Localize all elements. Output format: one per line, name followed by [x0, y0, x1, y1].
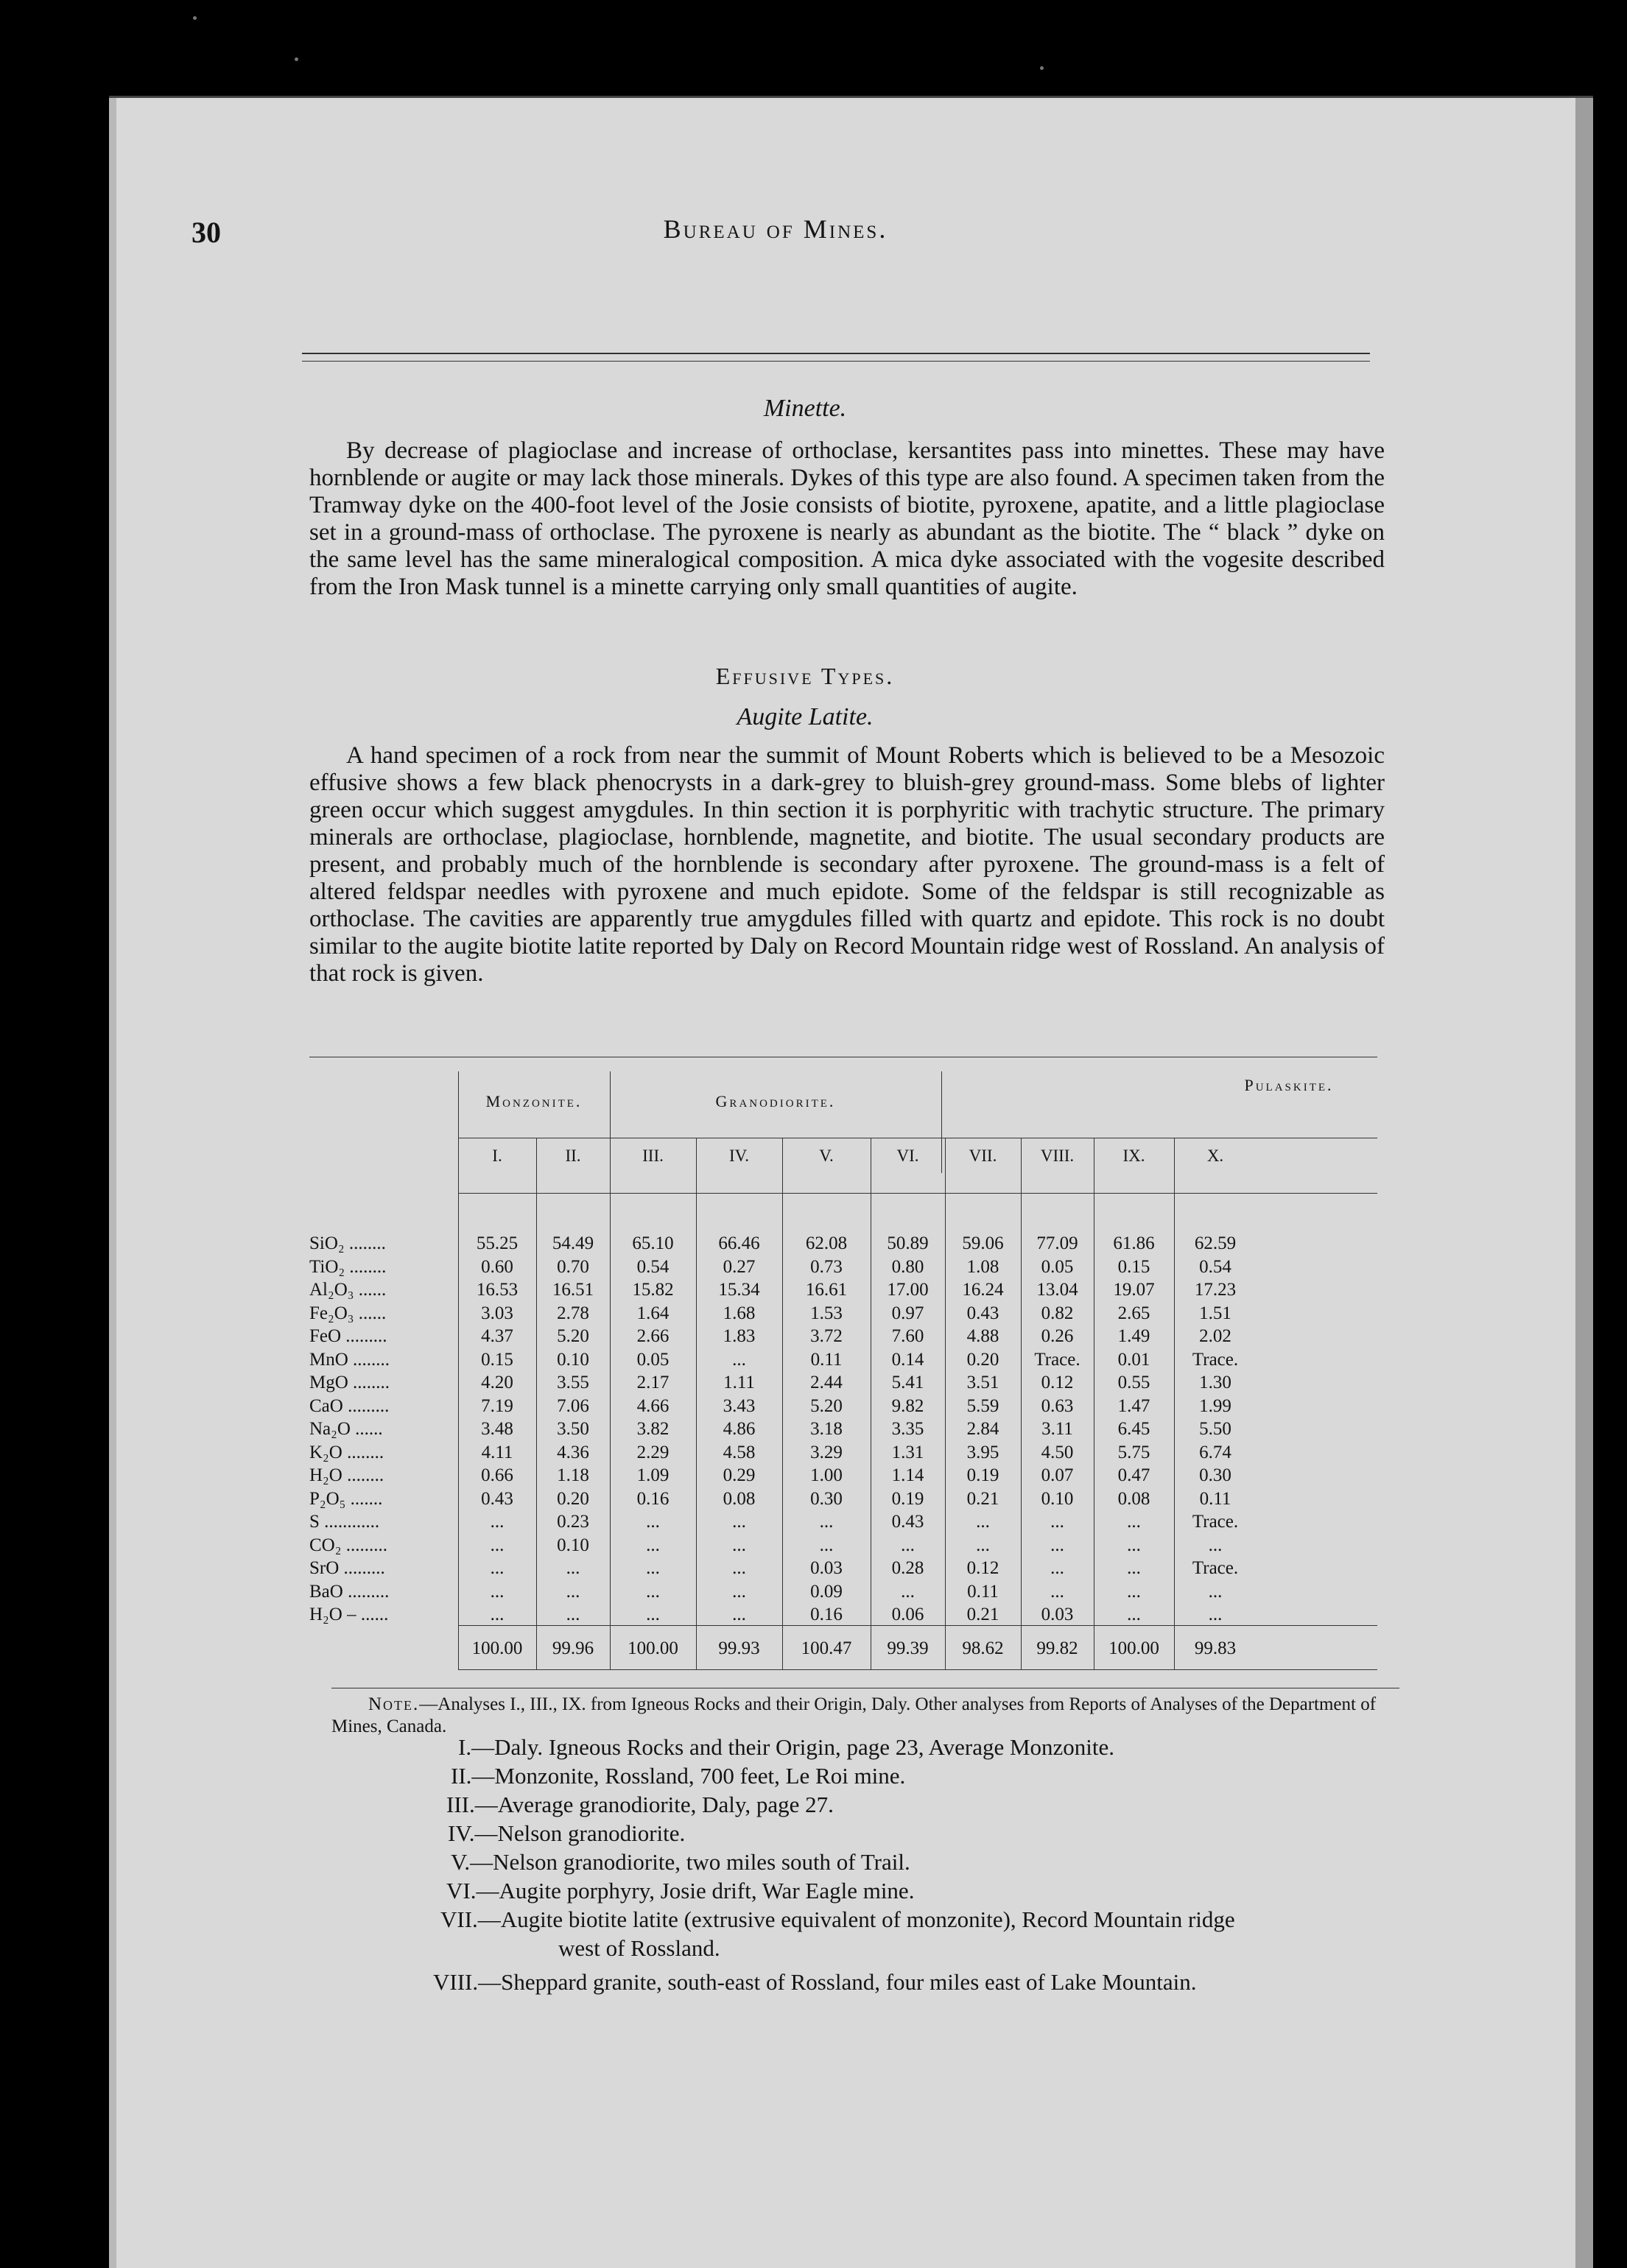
note-text: —Analyses I., III., IX. from Igneous Rocks and their Origin, Daly. Other analyses from Reports of Analyses of the Department of Mines, Canada. — [331, 1694, 1377, 1736]
table-cell: 0.19 — [966, 1465, 999, 1485]
table-cell: 0.10 — [557, 1349, 589, 1370]
column-header: VI. — [896, 1147, 919, 1165]
table-cell: 0.54 — [1199, 1256, 1231, 1277]
table-cell: 2.44 — [810, 1373, 843, 1392]
table-cell: ... — [490, 1605, 505, 1624]
row-label: H₂O ........ — [309, 1465, 384, 1485]
table-cell: 1.08 — [966, 1256, 999, 1277]
table-cell: 0.14 — [891, 1349, 924, 1370]
table-cell: 0.28 — [891, 1558, 924, 1578]
table-cell: 0.16 — [810, 1605, 843, 1624]
table-cell: 50.89 — [887, 1233, 929, 1253]
table-cell: 7.06 — [557, 1395, 589, 1416]
table-cell: 0.60 — [481, 1256, 513, 1277]
total-cell: 100.00 — [1108, 1638, 1159, 1658]
column-header: VII. — [969, 1147, 997, 1165]
table-cell: Trace. — [1192, 1512, 1239, 1532]
reference-item: VIII.—Sheppard granite, south-east of Rossland, four miles east of Lake Mountain. — [433, 1969, 1197, 1995]
table-cell: 0.07 — [1041, 1465, 1074, 1485]
table-cell: 2.66 — [636, 1326, 670, 1346]
row-label: P₂O₅ ....... — [309, 1488, 383, 1509]
dust-speck — [1040, 66, 1044, 70]
table-cell: 4.66 — [636, 1395, 670, 1416]
row-label: S ............ — [309, 1512, 380, 1532]
table-cell: 0.16 — [636, 1488, 670, 1509]
table-cell: 4.58 — [723, 1442, 756, 1462]
table-cell: 1.11 — [723, 1373, 755, 1392]
table-cell: 0.12 — [1041, 1373, 1074, 1392]
table-cell: 1.64 — [636, 1303, 670, 1323]
column-header: IX. — [1122, 1147, 1145, 1165]
table-cell: 62.59 — [1194, 1233, 1237, 1253]
table-cell: ... — [901, 1581, 915, 1602]
table-cell: 77.09 — [1036, 1233, 1078, 1253]
table-cell: 3.29 — [810, 1442, 843, 1462]
table-cell: 59.06 — [962, 1233, 1004, 1253]
table-cell: 0.29 — [723, 1465, 756, 1485]
table-cell: 0.08 — [1117, 1488, 1150, 1509]
table-cell: 0.80 — [891, 1256, 924, 1277]
table-cell: 0.20 — [966, 1349, 999, 1370]
row-label: K₂O ........ — [309, 1442, 384, 1462]
table-cell: ... — [1127, 1512, 1141, 1532]
table-cell: 3.48 — [481, 1419, 513, 1439]
reference-item: V.—Nelson granodiorite, two miles south of Trail. — [451, 1849, 910, 1875]
table-cell: 0.73 — [810, 1256, 843, 1277]
table-cell: ... — [732, 1558, 746, 1578]
reference-item-continued: west of Rossland. — [558, 1935, 720, 1961]
dust-speck — [295, 57, 298, 61]
column-header: X. — [1206, 1147, 1224, 1165]
table-cell: 13.04 — [1036, 1280, 1078, 1300]
table-cell: 9.82 — [891, 1395, 924, 1416]
row-label: SrO ......... — [309, 1558, 385, 1578]
table-cell: 16.53 — [476, 1280, 519, 1300]
table-cell: 2.65 — [1117, 1303, 1150, 1323]
table-cell: 0.12 — [966, 1558, 999, 1578]
table-cell: 1.99 — [1199, 1395, 1231, 1416]
table-cell: ... — [976, 1512, 990, 1532]
table-cell: 0.03 — [810, 1558, 843, 1578]
table-cell: 2.29 — [636, 1442, 670, 1462]
table-cell: 0.97 — [891, 1303, 924, 1323]
table-cell: 15.82 — [632, 1280, 674, 1300]
reference-item: VII.—Augite biotite latite (extrusive equivalent of monzonite), Record Mountain ridge — [440, 1906, 1235, 1932]
row-label: TiO₂ ........ — [309, 1256, 387, 1277]
table-cell: 5.20 — [810, 1395, 843, 1416]
table-cell: ... — [1208, 1605, 1223, 1624]
table-cell: ... — [1050, 1535, 1064, 1555]
table-cell: ... — [646, 1558, 660, 1578]
table-cell: 3.95 — [966, 1442, 999, 1462]
table-cell: 4.50 — [1041, 1442, 1074, 1462]
total-cell: 99.82 — [1036, 1638, 1078, 1658]
column-header: IV. — [728, 1147, 750, 1165]
table-cell: ... — [566, 1605, 580, 1624]
table-cell: ... — [1127, 1581, 1141, 1602]
header-rule-thin — [302, 361, 1370, 362]
table-cell: 3.51 — [966, 1373, 999, 1392]
table-cell: 1.30 — [1199, 1373, 1231, 1392]
paragraph-augite-latite — [309, 742, 1385, 987]
table-cell: 1.31 — [891, 1442, 924, 1462]
table-cell: 0.05 — [1041, 1256, 1074, 1277]
table-cell: 1.83 — [723, 1326, 756, 1346]
table-cell: 3.35 — [891, 1419, 924, 1439]
table-cell: 1.51 — [1199, 1303, 1231, 1323]
table-cell: 1.53 — [810, 1303, 843, 1323]
table-cell: 0.09 — [810, 1581, 843, 1602]
table-cell: 0.43 — [966, 1303, 999, 1323]
table-cell: ... — [1050, 1512, 1064, 1532]
table-cell: 5.59 — [966, 1395, 999, 1416]
column-header-rule — [458, 1193, 1377, 1194]
table-cell: ... — [819, 1512, 834, 1532]
table-cell: 1.09 — [636, 1465, 670, 1485]
row-label: FeO ......... — [309, 1326, 387, 1346]
table-cell: 7.19 — [481, 1395, 513, 1416]
row-label: CO₂ ......... — [309, 1535, 387, 1555]
table-cell: 1.47 — [1117, 1395, 1150, 1416]
section-title-augite-latite: Augite Latite. — [737, 703, 874, 730]
table-cell: 3.43 — [723, 1395, 756, 1416]
table-cell: 0.26 — [1041, 1326, 1074, 1346]
table-cell: 54.49 — [552, 1233, 594, 1253]
table-cell: ... — [646, 1535, 660, 1555]
table-cell: 0.43 — [481, 1488, 513, 1509]
table-cell: 0.27 — [723, 1256, 756, 1277]
column-header: II. — [565, 1147, 581, 1165]
table-cell: ... — [490, 1581, 505, 1602]
paragraph-minette — [309, 437, 1385, 601]
paragraph-text: A hand specimen of a rock from near the summit of Mount Roberts which is believed to be a Mesozoic effusive shows a few black phenocrysts in a dark-grey to bluish-grey ground-mass. Some blebs of lighter green occur which suggest amygdules. In thin section it is porphyritic with trachytic structure. The primary minerals are orthoclase, plagioclase, hornblende, magnetite, and biotite. The usual secondary products are present, and probably much of the hornblende is secondary after pyroxene. The ground-mass is a felt of altered feldspar needles with pyroxene and much epidote. Some of the feldspar is still recognizable as orthoclase. The cavities are apparently true amygdules filled with quartz and epidote. This rock is no doubt similar to the augite biotite latite reported by Daly on Record Mountain ridge west of Rossland. An analysis of that rock is given. — [309, 742, 1385, 987]
table-cell: ... — [976, 1535, 990, 1555]
table-cell: ... — [490, 1558, 505, 1578]
total-cell: 99.93 — [718, 1638, 760, 1658]
table-cell: Trace. — [1034, 1349, 1080, 1370]
table-cell: 61.86 — [1113, 1233, 1155, 1253]
table-cell: 3.55 — [557, 1373, 589, 1392]
column-header: V. — [819, 1147, 834, 1165]
row-label: BaO ......... — [309, 1581, 390, 1602]
table-cell: ... — [1208, 1535, 1223, 1555]
table-cell: 0.43 — [891, 1512, 924, 1532]
row-label: SiO₂ ........ — [309, 1233, 386, 1253]
table-cell: 65.10 — [632, 1233, 674, 1253]
table-cell: 4.88 — [966, 1326, 999, 1346]
table-cell: 0.21 — [966, 1605, 999, 1624]
total-cell: 100.00 — [471, 1638, 523, 1658]
table-cell: 0.30 — [810, 1488, 843, 1509]
table-cell: 0.05 — [636, 1349, 670, 1370]
table-cell: 1.18 — [557, 1465, 589, 1485]
column-header: I. — [492, 1147, 502, 1165]
table-cell: 3.50 — [557, 1419, 589, 1439]
table-cell: 0.15 — [481, 1349, 513, 1370]
table-cell: 5.50 — [1199, 1419, 1231, 1439]
page-edge — [1575, 98, 1593, 2268]
table-cell: 19.07 — [1113, 1280, 1155, 1300]
table-cell: ... — [732, 1605, 746, 1624]
table-cell: 6.74 — [1199, 1442, 1231, 1462]
table-cell: 6.45 — [1117, 1419, 1150, 1439]
table-cell: 16.51 — [552, 1280, 594, 1300]
total-cell: 98.62 — [962, 1638, 1004, 1658]
table-cell: ... — [901, 1535, 915, 1555]
group-header-granodiorite: Granodiorite. — [715, 1092, 836, 1110]
row-label: Na₂O ...... — [309, 1419, 383, 1439]
table-bottom-rule — [458, 1669, 1377, 1670]
table-cell: 2.02 — [1199, 1326, 1231, 1346]
page-number: 30 — [191, 216, 221, 249]
note-label: Note. — [368, 1694, 420, 1714]
total-cell: 100.00 — [628, 1638, 678, 1658]
table-cell: 0.03 — [1041, 1605, 1074, 1624]
table-cell: 5.20 — [557, 1326, 589, 1346]
table-cell: ... — [566, 1558, 580, 1578]
table-cell: 3.11 — [1041, 1419, 1073, 1439]
total-cell: 99.39 — [887, 1638, 929, 1658]
table-cell: Trace. — [1192, 1558, 1239, 1578]
table-cell: 0.11 — [1199, 1488, 1231, 1509]
table-cell: ... — [1050, 1581, 1064, 1602]
table-cell: ... — [1127, 1605, 1141, 1624]
table-cell: 1.49 — [1117, 1326, 1150, 1346]
row-label: MgO ........ — [309, 1373, 390, 1392]
reference-item: III.—Average granodiorite, Daly, page 27. — [446, 1792, 834, 1817]
table-cell: ... — [646, 1581, 660, 1602]
table-cell: 3.18 — [810, 1419, 843, 1439]
table-cell: 66.46 — [718, 1233, 760, 1253]
table-note — [331, 1694, 1385, 1738]
table-cell: 5.75 — [1117, 1442, 1150, 1462]
table-cell: 0.47 — [1117, 1465, 1150, 1485]
dust-speck — [193, 16, 197, 20]
table-cell: 2.84 — [966, 1419, 999, 1439]
table-cell: 0.01 — [1117, 1349, 1150, 1370]
table-cell: ... — [1050, 1558, 1064, 1578]
table-cell: ... — [490, 1512, 505, 1532]
reference-item: VI.—Augite porphyry, Josie drift, War Eagle mine. — [446, 1878, 915, 1904]
section-title-minette: Minette. — [763, 395, 847, 422]
reference-item: I.—Daly. Igneous Rocks and their Origin, page 23, Average Monzonite. — [458, 1734, 1115, 1760]
table-cell: 0.70 — [557, 1256, 589, 1277]
table-cell: 1.00 — [810, 1465, 843, 1485]
row-label: MnO ........ — [309, 1349, 390, 1370]
table-cell: 1.14 — [891, 1465, 924, 1485]
table-cell: 0.10 — [557, 1535, 589, 1555]
table-cell: 55.25 — [476, 1233, 519, 1253]
table-cell: 0.66 — [481, 1465, 513, 1485]
table-cell: 0.20 — [557, 1488, 589, 1509]
table-cell: 4.20 — [481, 1373, 513, 1392]
column-header: III. — [642, 1147, 664, 1165]
table-cell: 0.11 — [810, 1349, 843, 1370]
table-cell: 0.06 — [891, 1605, 924, 1624]
table-cell: 0.11 — [967, 1581, 999, 1602]
group-header-monzonite: Monzonite. — [485, 1092, 583, 1110]
group-header-pulaskite: Pulaskite. — [1244, 1076, 1334, 1094]
table-cell: Trace. — [1192, 1349, 1239, 1370]
table-cell: 0.08 — [723, 1488, 756, 1509]
totals-rule — [458, 1625, 1377, 1626]
reference-item: II.—Monzonite, Rossland, 700 feet, Le Roi mine. — [451, 1763, 906, 1789]
table-cell: 0.30 — [1199, 1465, 1231, 1485]
table-cell: 4.11 — [481, 1442, 513, 1462]
total-cell: 99.83 — [1194, 1638, 1237, 1658]
table-cell: 4.86 — [723, 1419, 756, 1439]
table-cell: ... — [490, 1535, 505, 1555]
row-label: CaO ......... — [309, 1395, 390, 1416]
table-cell: 17.00 — [887, 1280, 929, 1300]
table-cell: 16.61 — [805, 1280, 848, 1300]
table-cell: 4.37 — [481, 1326, 513, 1346]
table-cell: 2.78 — [557, 1303, 589, 1323]
table-cell: ... — [732, 1581, 746, 1602]
table-cell: ... — [1127, 1535, 1141, 1555]
paragraph-text: By decrease of plagioclase and increase of orthoclase, kersantites pass into minettes. These may have hornblende or augite or may lack those minerals. Dykes of this type are also found. A specimen taken from the Tramway dyke on the 400-foot level of the Josie consists of biotite, pyroxene, apatite, and a little plagioclase set in a ground-mass of orthoclase. The pyroxene is nearly as abundant as the biotite. The “ black ” dyke on the same level has the same mineralogical composition. A mica dyke associated with the vogesite described from the Iron Mask tunnel is a minette carrying only small quantities of augite. — [309, 437, 1385, 600]
table-cell: 0.15 — [1117, 1256, 1150, 1277]
table-cell: ... — [732, 1512, 746, 1532]
table-cell: 0.82 — [1041, 1303, 1074, 1323]
table-cell: ... — [646, 1512, 660, 1532]
row-label: Fe₂O₃ ...... — [309, 1303, 387, 1323]
table-cell: 5.41 — [891, 1373, 924, 1392]
table-cell: 0.63 — [1041, 1395, 1074, 1416]
table-cell: ... — [566, 1581, 580, 1602]
table-cell: ... — [646, 1605, 660, 1624]
column-header: VIII. — [1040, 1147, 1075, 1165]
table-cell: 3.82 — [636, 1419, 670, 1439]
table-cell: 0.21 — [966, 1488, 999, 1509]
table-cell: 4.36 — [557, 1442, 589, 1462]
table-cell: 1.68 — [723, 1303, 756, 1323]
table-cell: 3.72 — [810, 1326, 843, 1346]
table-cell: 17.23 — [1194, 1280, 1237, 1300]
table-cell: 0.55 — [1117, 1373, 1150, 1392]
total-cell: 99.96 — [552, 1638, 594, 1658]
table-cell: 2.17 — [636, 1373, 670, 1392]
table-cell: 62.08 — [805, 1233, 848, 1253]
table-cell: 0.19 — [891, 1488, 924, 1509]
table-cell: ... — [732, 1349, 746, 1370]
table-cell: 0.23 — [557, 1512, 589, 1532]
running-head: Bureau of Mines. — [663, 214, 888, 244]
header-rule — [302, 353, 1370, 354]
total-cell: 100.47 — [801, 1638, 852, 1658]
table-cell: 3.03 — [481, 1303, 513, 1323]
table-cell: 16.24 — [962, 1280, 1004, 1300]
table-cell: 0.54 — [636, 1256, 670, 1277]
section-heading-effusive: Effusive Types. — [715, 663, 895, 689]
table-cell: 7.60 — [891, 1326, 924, 1346]
row-label: Al₂O₃ ...... — [309, 1280, 387, 1300]
table-cell: 15.34 — [718, 1280, 760, 1300]
table-cell: ... — [732, 1535, 746, 1555]
table-cell: ... — [1208, 1581, 1223, 1602]
table-cell: ... — [819, 1535, 834, 1555]
analysis-table — [309, 1057, 1407, 1675]
table-cell: ... — [1127, 1558, 1141, 1578]
table-cell: 0.10 — [1041, 1488, 1074, 1509]
row-label: H₂O – ...... — [309, 1605, 389, 1624]
reference-item: IV.—Nelson granodiorite. — [448, 1820, 686, 1846]
